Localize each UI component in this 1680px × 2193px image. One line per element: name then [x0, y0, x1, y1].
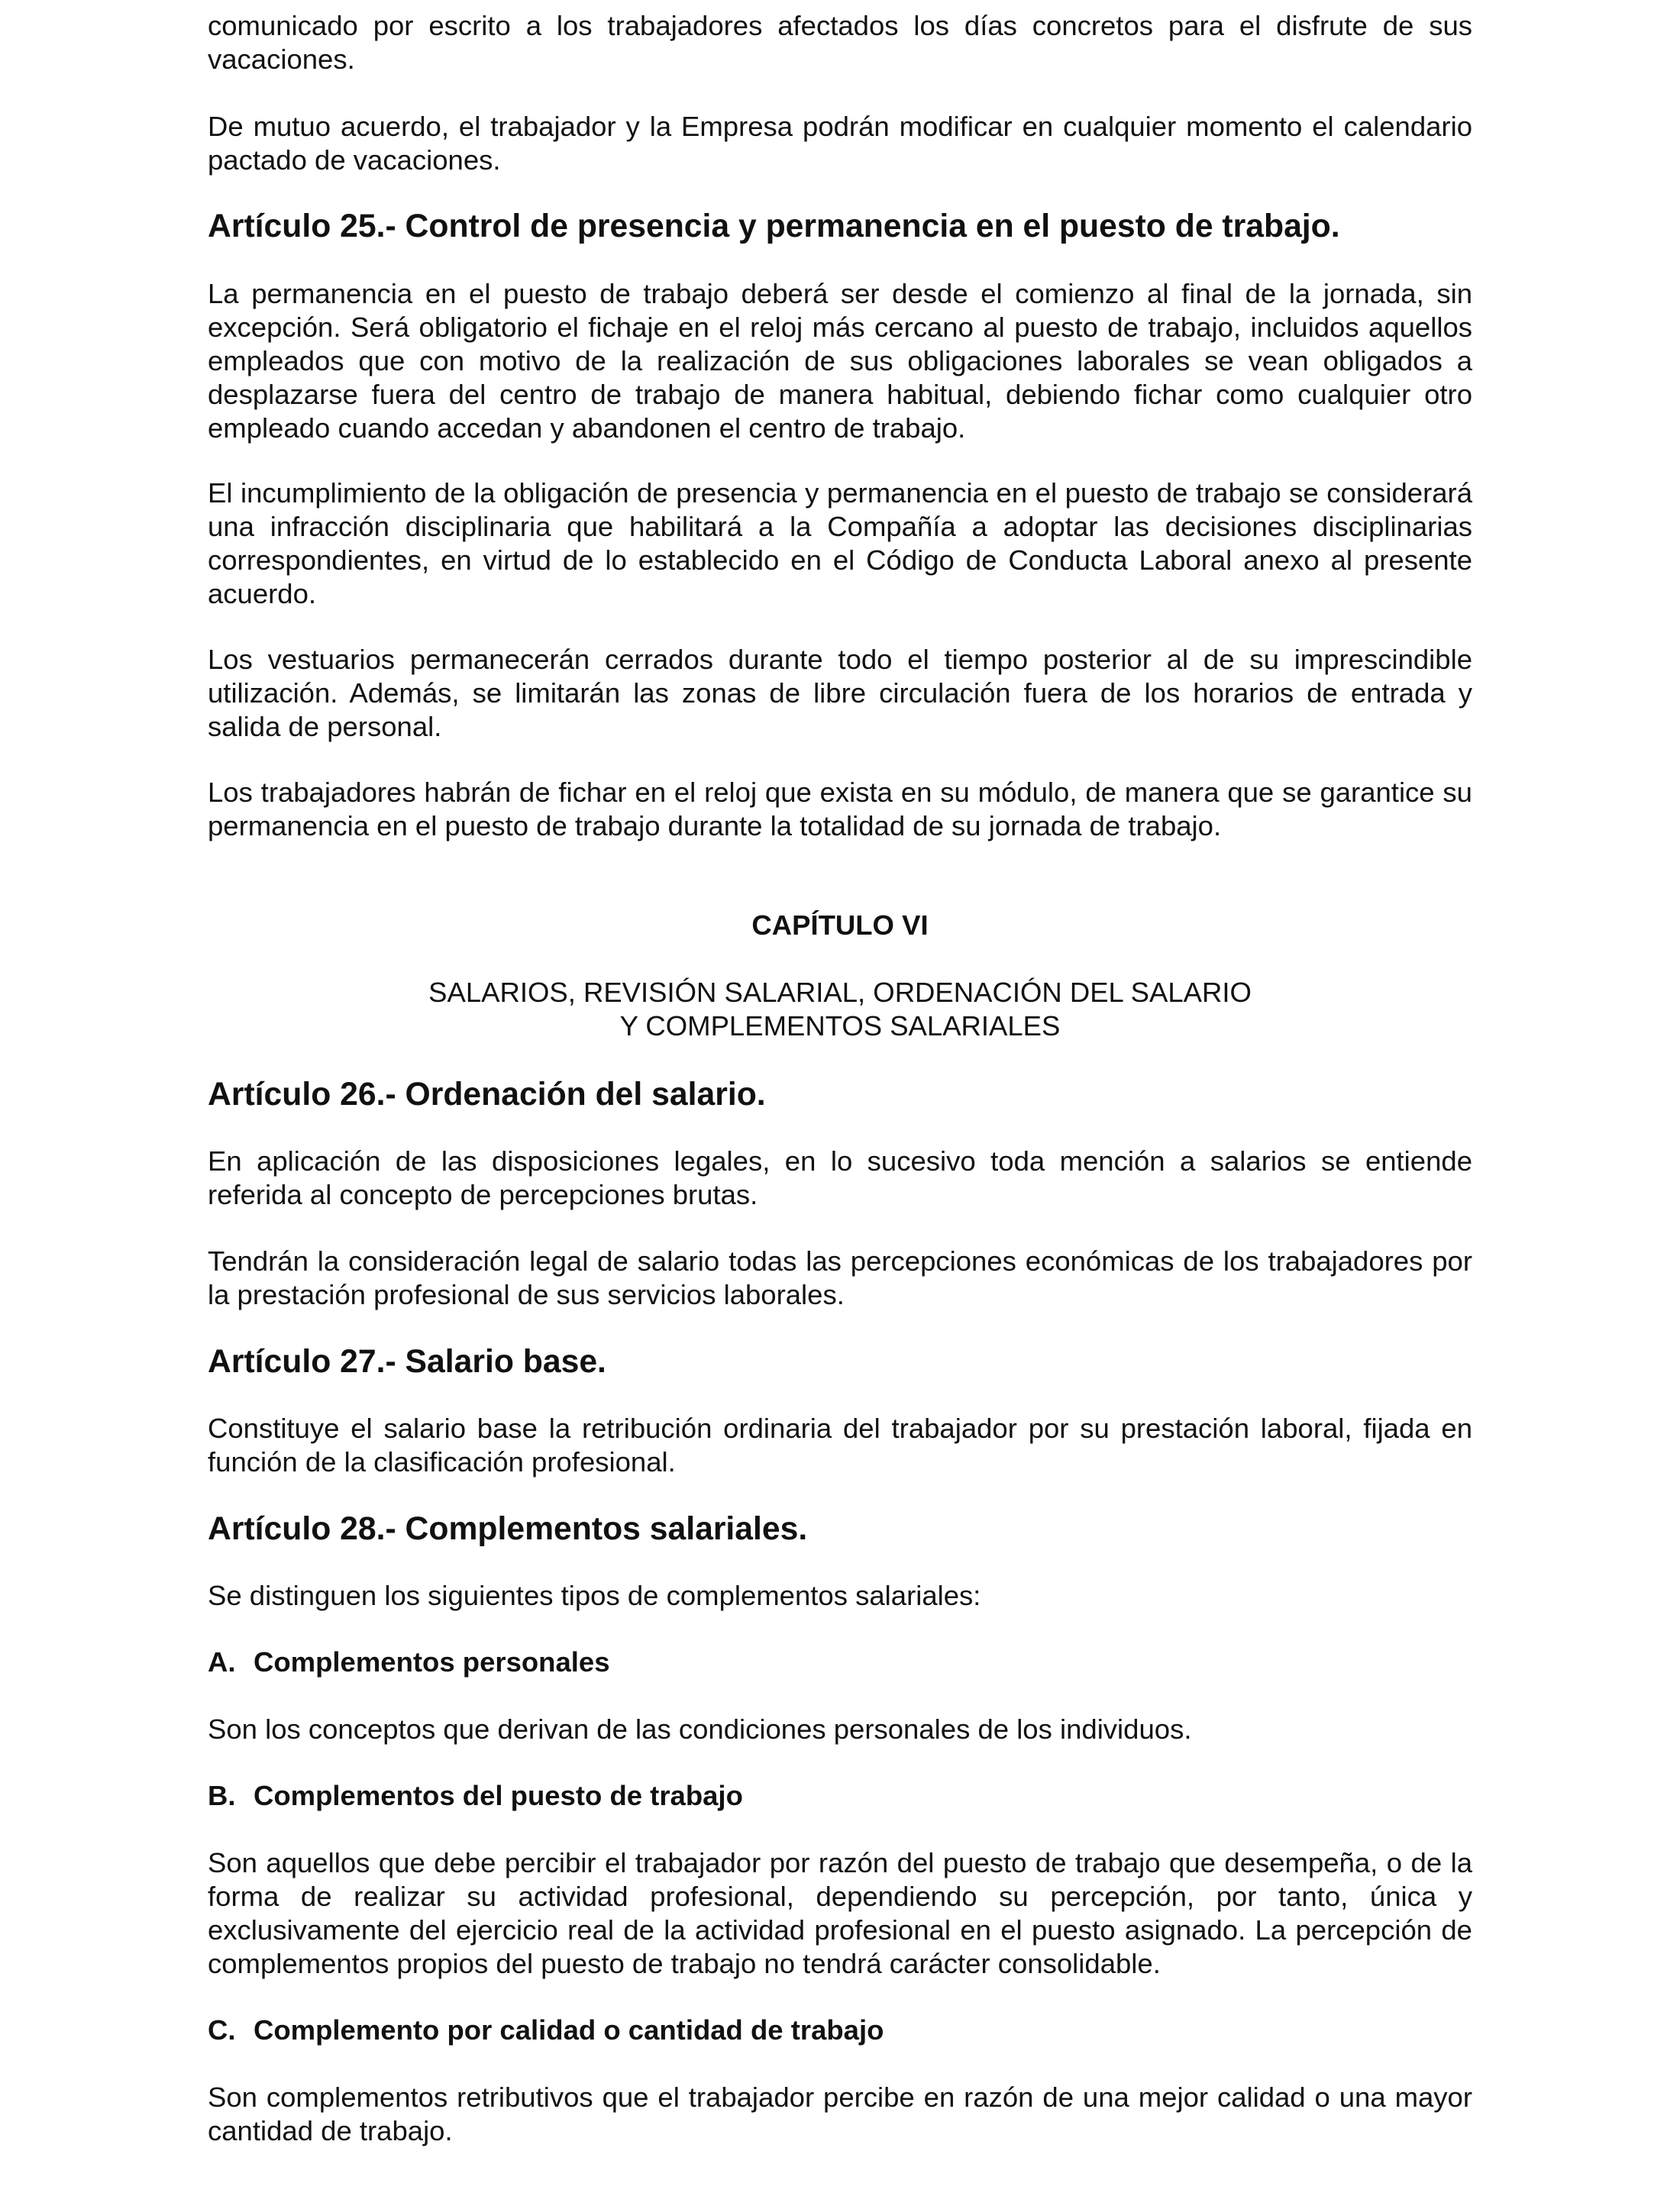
article-25-paragraph-1: La permanencia en el puesto de trabajo deberá ser desde el comienzo al final de la jornada, sin excepción. Será obligatorio el fichaje en el reloj más cercano al puesto de trabajo, incluidos aquellos empleados que con motivo de la realización de sus obligaciones laborales se vean obligados a desplazarse fuera del centro de trabajo de manera habitual, debiendo fichar como cualquier otro empleado cuando accedan y abandonen el centro de trabajo.	[208, 278, 1472, 444]
subsection-a-heading	[208, 1646, 1472, 1679]
subsection-a-title: Complementos personales	[254, 1646, 610, 1678]
article-25-heading: Artículo 25.- Control de presencia y permanencia en el puesto de trabajo.	[208, 208, 1340, 244]
subsection-c-text: Son complementos retributivos que el trabajador percibe en razón de una mejor calidad o una mayor cantidad de trabajo.	[208, 2082, 1472, 2146]
vacation-modify-paragraph: De mutuo acuerdo, el trabajador y la Empresa podrán modificar en cualquier momento el calendario pactado de vacaciones.	[208, 111, 1472, 176]
chapter-subtitle-line-2: Y COMPLEMENTOS SALARIALES	[619, 1010, 1061, 1042]
article-25-paragraph-2: El incumplimiento de la obligación de presencia y permanencia en el puesto de trabajo se considerará una infracción disciplinaria que habilitará a la Compañía a adoptar las decisiones disciplinarias correspondientes, en virtud de lo establecido en el Código de Conducta Laboral anexo al presente acuerdo.	[208, 477, 1472, 609]
article-28-heading: Artículo 28.- Complementos salariales.	[208, 1510, 808, 1547]
continuation-paragraph: comunicado por escrito a los trabajadores afectados los días concretos para el disfrute de sus vacaciones.	[208, 10, 1472, 75]
subsection-c-title: Complemento por calidad o cantidad de trabajo	[254, 2014, 884, 2046]
article-25-paragraph-4: Los trabajadores habrán de fichar en el reloj que exista en su módulo, de manera que se garantice su permanencia en el puesto de trabajo durante la totalidad de su jornada de trabajo.	[208, 777, 1472, 841]
subsection-a-letter: A.	[208, 1646, 236, 1678]
subsection-c-letter: C.	[208, 2014, 236, 2046]
subsection-b-letter: B.	[208, 1780, 236, 1811]
subsection-c-heading	[208, 2014, 1472, 2047]
article-28-intro: Se distinguen los siguientes tipos de complementos salariales:	[208, 1580, 981, 1611]
article-26-paragraph-1: En aplicación de las disposiciones legales, en lo sucesivo toda mención a salarios se entiende referida al concepto de percepciones brutas.	[208, 1145, 1472, 1210]
subsection-a-text: Son los conceptos que derivan de las condiciones personales de los individuos.	[208, 1713, 1192, 1745]
subsection-b-title: Complementos del puesto de trabajo	[254, 1780, 743, 1811]
article-27-heading: Artículo 27.- Salario base.	[208, 1343, 606, 1380]
subsection-b-text: Son aquellos que debe percibir el trabajador por razón del puesto de trabajo que desempeña, o de la forma de realizar su actividad profesional, dependiendo su percepción, por tanto, única y exclusivamente del ejercicio real de la actividad profesional en el puesto asignado. La percepción de complementos propios del puesto de trabajo no tendrá carácter consolidable.	[208, 1847, 1472, 1979]
article-27-paragraph-1: Constituye el salario base la retribución ordinaria del trabajador por su prestación laboral, fijada en función de la clasificación profesional.	[208, 1413, 1472, 1478]
article-26-heading: Artículo 26.- Ordenación del salario.	[208, 1076, 766, 1113]
article-26-paragraph-2: Tendrán la consideración legal de salario todas las percepciones económicas de los trabajadores por la prestación profesional de sus servicios laborales.	[208, 1245, 1472, 1310]
document-page	[208, 0, 1472, 2193]
article-25-paragraph-3: Los vestuarios permanecerán cerrados durante todo el tiempo posterior al de su imprescindible utilización. Además, se limitarán las zonas de libre circulación fuera de los horarios de entrada y salida de personal.	[208, 644, 1472, 742]
chapter-title: CAPÍTULO VI	[751, 909, 929, 941]
chapter-subtitle-line-1: SALARIOS, REVISIÓN SALARIAL, ORDENACIÓN DEL SALARIO	[428, 977, 1252, 1008]
subsection-b-heading	[208, 1779, 1472, 1813]
